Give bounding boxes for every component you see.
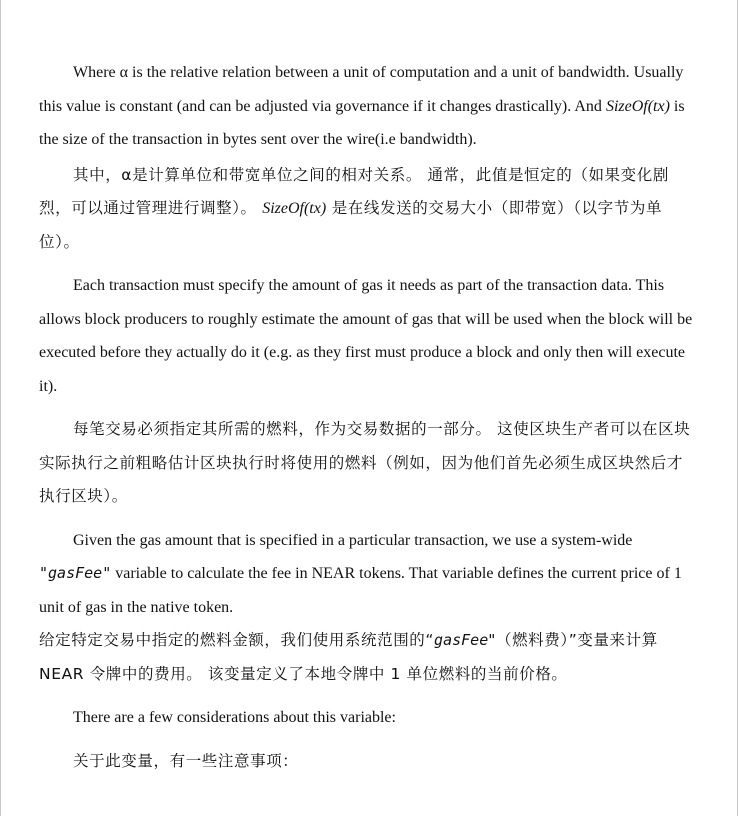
page-left-edge [0,0,1,816]
document-body [39,56,695,778]
paragraph-gasfee-zh-text-2: "（燃料费）”变量来计算 NEAR 令牌中的费用。 该变量定义了本地令牌中 1 单位燃料的当前价格。 [39,631,658,683]
paragraph-alpha-definition [39,56,695,157]
paragraph-gasfee-zh-text-1: 给定特定交易中指定的燃料金额，我们使用系统范围的“ [39,631,435,649]
paragraph-alpha-text-2: is the size of the transaction in bytes sent over the wire(i.e bandwidth). [39,97,685,148]
paragraph-considerations-zh [39,745,695,779]
gasfee-variable: "gasFee" [39,564,112,582]
paragraph-gas-specification-zh-text: 每笔交易必须指定其所需的燃料，作为交易数据的一部分。 这使区块生产者可以在区块实际执行之前粗略估计区块执行时将使用的燃料（例如，因为他们首先必须生成区块然后才执行区块）。 [39,420,691,505]
paragraph-considerations-zh-text: 关于此变量，有一些注意事项： [73,751,299,770]
gasfee-variable-zh: gasFee [434,631,489,649]
paragraph-gasfee [39,524,695,625]
paragraph-gas-specification-text: Each transaction must specify the amount of gas it needs as part of the transaction data. This allows block producers to roughly estimate the amount of gas that will be used when the block will be executed before they actually do it (e.g. as they first must produce a block and only then will execute it). [39,277,693,395]
sizeof-tx-term-zh: SizeOf(tx) [262,200,327,217]
paragraph-gas-specification [39,269,695,403]
paragraph-gasfee-text-2: variable to calculate the fee in NEAR tokens. That variable defines the current price of 1 unit of gas in the native token. [39,565,682,616]
paragraph-alpha-zh-text-1: 其中，α是计算单位和带宽单位之间的相对关系。 通常，此值是恒定的（如果变化剧烈，可以通过管理进行调整）。 [39,165,669,217]
paragraph-gasfee-text-1: Given the gas amount that is specified in a particular transaction, we use a system-wide [73,531,633,549]
paragraph-alpha-text-1: Where α is the relative relation between a unit of computation and a unit of bandwidth. Usually this value is constant (and can be adjusted via governance if it changes drastically). And [39,64,684,115]
paragraph-considerations-text: There are a few considerations about this variable: [73,709,396,726]
paragraph-alpha-definition-zh [39,159,695,260]
paragraph-gas-specification-zh [39,413,695,514]
paragraph-gasfee-zh [39,624,695,691]
paragraph-alpha-zh-text-2: 是在线发送的交易大小（即带宽）（以字节为单位）。 [39,199,663,251]
sizeof-tx-term: SizeOf(tx) [605,97,670,115]
paragraph-considerations [39,701,695,735]
